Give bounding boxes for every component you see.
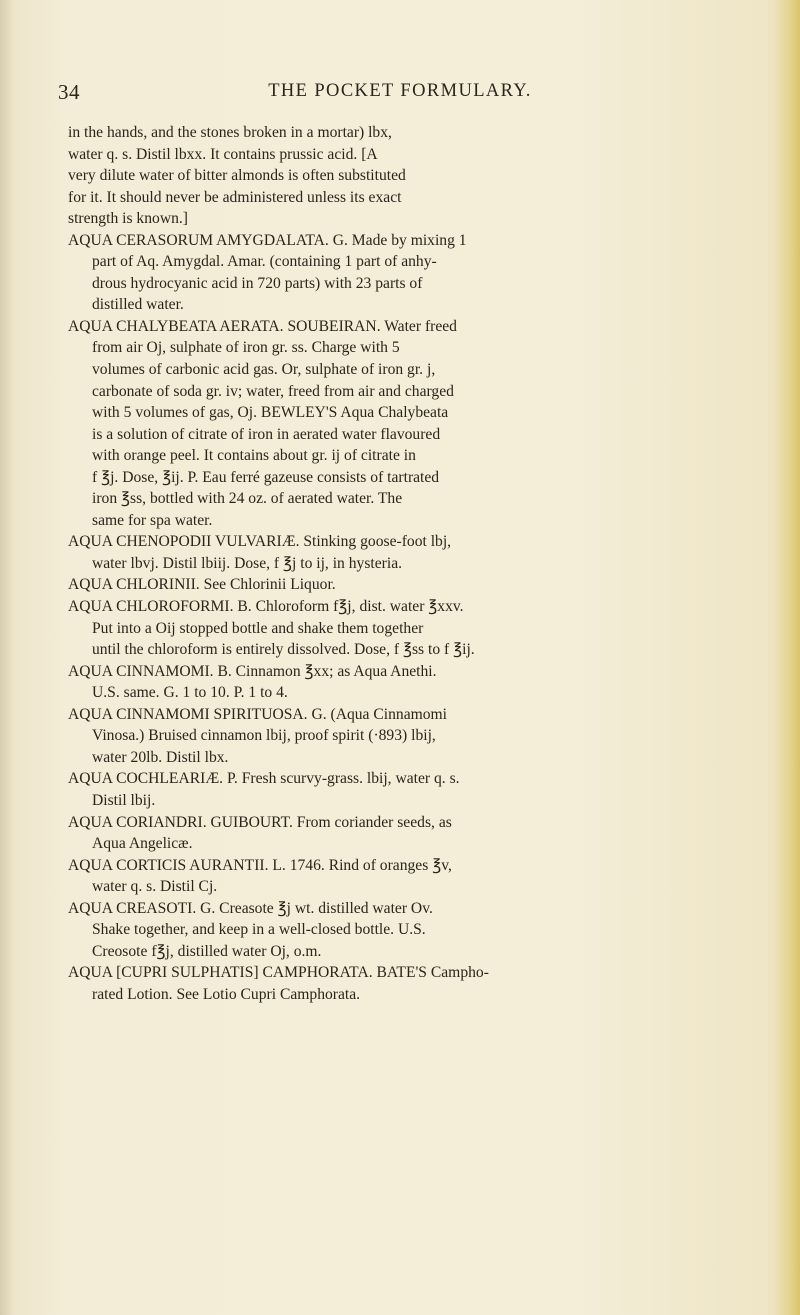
text-line: from air Oj, sulphate of iron gr. ss. Charge with 5 xyxy=(92,339,400,357)
text-line: Creosote f℥j, distilled water Oj, o.m. xyxy=(92,942,322,960)
text-line: AQUA CINNAMOMI SPIRITUOSA. G. (Aqua Cinnamomi xyxy=(68,705,448,723)
text-line: AQUA CHENOPODII VULVARIÆ. Stinking goose-foot lbj, xyxy=(68,533,452,551)
text-line: Distil lbij. xyxy=(92,791,156,809)
text-line: iron ℥ss, bottled with 24 oz. of aerated water. The xyxy=(92,490,403,508)
text-line: U.S. same. G. 1 to 10. P. 1 to 4. xyxy=(92,684,288,702)
text-line: rated Lotion. See Lotio Cupri Camphorata. xyxy=(92,985,361,1003)
text-line: AQUA CHLORINII. See Chlorinii Liquor. xyxy=(68,576,336,594)
text-line: AQUA CERASORUM AMYGDALATA. G. Made by mixing 1 xyxy=(68,231,467,249)
text-line: AQUA CORIANDRI. GUIBOURT. From coriander seeds, as xyxy=(68,813,452,831)
text-line: part of Aq. Amygdal. Amar. (containing 1 part of anhy- xyxy=(92,253,437,271)
text-line: Vinosa.) Bruised cinnamon lbij, proof spirit (·893) lbij, xyxy=(92,727,436,745)
text-line: AQUA COCHLEARIÆ. P. Fresh scurvy-grass. lbij, water q. s. xyxy=(68,770,460,788)
formulary-text xyxy=(68,122,720,1005)
page-header xyxy=(58,80,742,110)
text-line: water 20lb. Distil lbx. xyxy=(92,748,229,766)
text-line: Shake together, and keep in a well-closed bottle. U.S. xyxy=(92,921,426,939)
page-edge-stain xyxy=(774,0,800,1315)
text-line: volumes of carbonic acid gas. Or, sulphate of iron gr. j, xyxy=(92,361,436,379)
text-line: water q. s. Distil Cj. xyxy=(92,878,218,896)
text-line: Aqua Angelicæ. xyxy=(92,835,193,853)
text-line: with 5 volumes of gas, Oj. BEWLEY'S Aqua Chalybeata xyxy=(92,404,449,422)
text-line: AQUA CREASOTI. G. Creasote ℥j wt. distilled water Ov. xyxy=(68,899,433,917)
text-line: same for spa water. xyxy=(92,511,213,529)
text-line: AQUA CORTICIS AURANTII. L. 1746. Rind of oranges ℥v, xyxy=(68,856,452,874)
text-line: very dilute water of bitter almonds is often substituted xyxy=(68,167,406,185)
text-line: strength is known.] xyxy=(68,210,188,228)
text-line: is a solution of citrate of iron in aerated water flavoured xyxy=(92,425,441,443)
text-line: for it. It should never be administered unless its exact xyxy=(68,188,402,206)
text-line: AQUA CHALYBEATA AERATA. SOUBEIRAN. Water freed xyxy=(68,317,457,335)
text-line: with orange peel. It contains about gr. ij of citrate in xyxy=(92,447,416,465)
text-line: AQUA CHLOROFORMI. B. Chloroform f℥j, dist. water ℥xxv. xyxy=(68,598,464,616)
text-line: water q. s. Distil lbxx. It contains prussic acid. [A xyxy=(68,145,378,163)
text-line: AQUA CINNAMOMI. B. Cinnamon ℥xx; as Aqua Anethi. xyxy=(68,662,437,680)
text-line: carbonate of soda gr. iv; water, freed from air and charged xyxy=(92,382,454,400)
text-line: Put into a Oij stopped bottle and shake them together xyxy=(92,619,424,637)
text-line: drous hydrocyanic acid in 720 parts) with 23 parts of xyxy=(92,274,423,292)
text-line: until the chloroform is entirely dissolved. Dose, f ℥ss to f ℥ij. xyxy=(92,641,475,659)
text-line: distilled water. xyxy=(92,296,184,314)
text-line: AQUA [CUPRI SULPHATIS] CAMPHORATA. BATE'S Campho- xyxy=(68,964,489,982)
text-line: f ℥j. Dose, ℥ij. P. Eau ferré gazeuse consists of tartrated xyxy=(92,468,440,486)
page-number: 34 xyxy=(58,80,80,104)
text-line: in the hands, and the stones broken in a mortar) lbx, xyxy=(68,124,392,141)
page-gutter-shadow xyxy=(0,0,14,1315)
text-line: water lbvj. Distil lbiij. Dose, f ℥j to ij, in hysteria. xyxy=(92,554,403,572)
running-title: THE POCKET FORMULARY. xyxy=(268,81,532,101)
